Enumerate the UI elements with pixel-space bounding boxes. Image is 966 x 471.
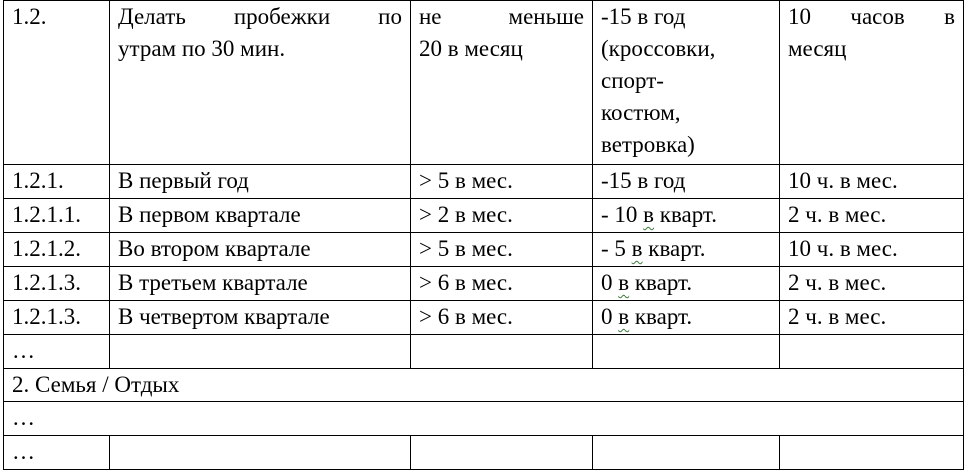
frequency-text: > 5 в мес. <box>411 233 593 267</box>
table-row <box>4 199 964 233</box>
item-number: 1.2.1.1. <box>4 199 110 233</box>
cost-cell <box>593 1 780 165</box>
task-text: В третьем квартале <box>110 267 411 301</box>
cost-text <box>593 165 780 199</box>
time-line-1: 10 часов в <box>788 4 955 29</box>
item-number: 1.2.1. <box>4 165 110 199</box>
empty-cell <box>780 436 964 470</box>
task-line-1: Делать пробежки по <box>118 4 402 29</box>
task-cell <box>110 1 411 165</box>
table-row-main-item <box>4 1 964 165</box>
task-text: В четвертом квартале <box>110 301 411 335</box>
frequency-cell <box>411 1 593 165</box>
time-text: 10 ч. в мес. <box>780 233 964 267</box>
empty-cell <box>593 335 780 369</box>
cost-text <box>593 199 780 233</box>
cost-text <box>593 233 780 267</box>
ellipsis-text: … <box>4 402 964 436</box>
time-text: 2 ч. в мес. <box>780 301 964 335</box>
cost-line-5: ветровка) <box>601 132 695 157</box>
spellcheck-marked-word: в <box>643 202 655 227</box>
table-row-ellipsis <box>4 335 964 369</box>
cost-line-4: костюм, <box>601 100 681 125</box>
time-text: 2 ч. в мес. <box>780 267 964 301</box>
cost-prefix: - 10 <box>601 202 644 227</box>
item-number: 1.2.1.3. <box>4 301 110 335</box>
task-line-2: утрам по 30 мин. <box>118 36 286 61</box>
cost-suffix: кварт. <box>629 304 693 329</box>
frequency-line-2: 20 в месяц <box>419 36 523 61</box>
item-number: 1.2.1.2. <box>4 233 110 267</box>
section-title: 2. Семья / Отдых <box>4 369 964 402</box>
table-row <box>4 165 964 199</box>
table-row <box>4 267 964 301</box>
empty-cell <box>411 335 593 369</box>
cost-prefix: 0 <box>601 304 619 329</box>
cost-prefix: - 5 <box>601 236 632 261</box>
cost-prefix: 0 <box>601 270 619 295</box>
cost-line-1: -15 в год <box>601 4 686 29</box>
task-text: В первом квартале <box>110 199 411 233</box>
goals-table <box>3 0 964 470</box>
time-cell <box>780 1 964 165</box>
frequency-text: > 6 в мес. <box>411 267 593 301</box>
empty-cell <box>110 436 411 470</box>
time-line-2: месяц <box>788 36 847 61</box>
spellcheck-marked-word: в <box>631 236 643 261</box>
ellipsis-text: … <box>4 436 110 470</box>
cost-line-3: спорт- <box>601 68 664 93</box>
empty-cell <box>593 436 780 470</box>
time-text: 2 ч. в мес. <box>780 199 964 233</box>
empty-cell <box>110 335 411 369</box>
ellipsis-text: … <box>4 335 110 369</box>
task-text: В первый год <box>110 165 411 199</box>
frequency-text: > 2 в мес. <box>411 199 593 233</box>
empty-cell <box>780 335 964 369</box>
cost-text <box>593 267 780 301</box>
spellcheck-marked-word: в <box>618 270 630 295</box>
cost-text <box>593 301 780 335</box>
item-number: 1.2. <box>12 4 47 29</box>
cost-line-2: (кроссовки, <box>601 36 716 61</box>
cost-suffix: кварт. <box>629 270 693 295</box>
table-row <box>4 301 964 335</box>
frequency-text: > 5 в мес. <box>411 165 593 199</box>
frequency-text: > 6 в мес. <box>411 301 593 335</box>
cost-prefix: -15 в год <box>601 168 686 193</box>
task-text: Во втором квартале <box>110 233 411 267</box>
table-row <box>4 233 964 267</box>
table-row-section <box>4 369 964 402</box>
cost-suffix: кварт. <box>654 202 718 227</box>
empty-cell <box>411 436 593 470</box>
cost-suffix: кварт. <box>642 236 706 261</box>
table-row-ellipsis-merged <box>4 402 964 436</box>
time-text: 10 ч. в мес. <box>780 165 964 199</box>
spellcheck-marked-word: в <box>618 304 630 329</box>
frequency-line-1: не меньше <box>419 4 584 29</box>
table-row-ellipsis <box>4 436 964 470</box>
item-number: 1.2.1.3. <box>4 267 110 301</box>
item-number-cell <box>4 1 110 165</box>
